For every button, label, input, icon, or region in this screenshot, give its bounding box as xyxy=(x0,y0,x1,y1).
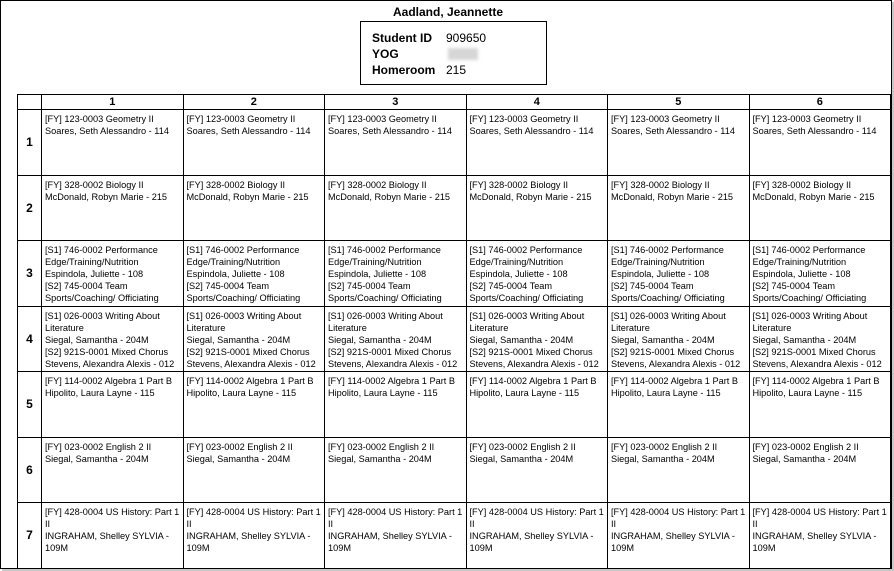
course-line: McDonald, Robyn Marie - 215 xyxy=(328,191,451,202)
schedule-cell xyxy=(608,110,750,176)
course-line: [S1] 746-0002 Performance Edge/Training/Nutrition xyxy=(752,245,866,267)
course-line: [FY] 428-0004 US History: Part 1 II xyxy=(611,507,746,529)
schedule-corner-cell xyxy=(18,95,42,110)
course-line: Stevens, Alexandra Alexis - 012 xyxy=(186,358,316,369)
course-line: [FY] 023-0002 English 2 II xyxy=(752,441,859,452)
course-line: McDonald, Robyn Marie - 215 xyxy=(752,191,875,202)
course-line: [S1] 746-0002 Performance Edge/Training/Nutrition xyxy=(328,245,441,267)
course-line: Espindola, Juliette - 108 xyxy=(469,269,568,279)
yog-row xyxy=(372,46,546,62)
schedule-cell xyxy=(325,175,467,241)
course-line: [FY] 023-0002 English 2 II xyxy=(611,441,718,452)
schedule-cell xyxy=(608,175,750,241)
course-line: [FY] 328-0002 Biology II xyxy=(469,179,569,190)
course-line: [FY] 328-0002 Biology II xyxy=(45,179,144,190)
course-line: Soares, Seth Alessandro - 114 xyxy=(45,126,169,136)
student-id-label: Student ID xyxy=(372,31,432,45)
course-line: Hipolito, Laura Layne - 115 xyxy=(45,388,155,398)
course-line: Stevens, Alexandra Alexis - 012 xyxy=(45,358,175,369)
schedule-cell xyxy=(42,372,184,438)
course-line: INGRAHAM, Shelley SYLVIA - 109M xyxy=(752,531,877,553)
day-column-header: 4 xyxy=(466,95,608,110)
course-line: [S2] 745-0004 Team Sports/Coaching/ Officiating xyxy=(328,281,442,303)
course-line: Espindola, Juliette - 108 xyxy=(328,269,427,279)
course-line: INGRAHAM, Shelley SYLVIA - 109M xyxy=(186,531,311,553)
course-line: [FY] 428-0004 US History: Part 1 II xyxy=(328,507,463,529)
course-line: [FY] 114-0002 Algebra 1 Part B xyxy=(186,376,314,386)
schedule-cell xyxy=(183,241,325,307)
course-line: Soares, Seth Alessandro - 114 xyxy=(752,126,877,136)
day-column-header: 6 xyxy=(749,95,891,110)
course-line: Siegal, Samantha - 204M xyxy=(45,334,149,345)
course-line: [S2] 745-0004 Team Sports/Coaching/ Officiating xyxy=(469,281,584,303)
course-line: Siegal, Samantha - 204M xyxy=(45,453,149,464)
course-line: Soares, Seth Alessandro - 114 xyxy=(328,126,452,136)
course-line: [FY] 123-0003 Geometry II xyxy=(186,114,296,124)
course-line: Hipolito, Laura Layne - 115 xyxy=(469,388,580,398)
course-line: [FY] 328-0002 Biology II xyxy=(186,179,286,190)
course-line: [S1] 746-0002 Performance Edge/Training/Nutrition xyxy=(186,245,300,267)
homeroom-row xyxy=(372,62,546,78)
period-label: 4 xyxy=(18,306,42,372)
course-line: [S2] 921S-0001 Mixed Chorus xyxy=(752,346,876,357)
course-line: [S2] 745-0004 Team Sports/Coaching/ Officiating xyxy=(752,281,867,303)
course-line: Siegal, Samantha - 204M xyxy=(469,453,574,464)
course-line: [FY] 428-0004 US History: Part 1 II xyxy=(752,507,887,529)
course-line: Siegal, Samantha - 204M xyxy=(752,453,857,464)
day-column-header: 2 xyxy=(183,95,325,110)
course-line: [FY] 023-0002 English 2 II xyxy=(328,441,435,452)
course-line: INGRAHAM, Shelley SYLVIA - 109M xyxy=(469,531,594,553)
course-line: Stevens, Alexandra Alexis - 012 xyxy=(611,358,741,369)
course-line: INGRAHAM, Shelley SYLVIA - 109M xyxy=(45,531,169,553)
schedule-cell xyxy=(183,175,325,241)
course-line: INGRAHAM, Shelley SYLVIA - 109M xyxy=(328,531,452,553)
course-line: [FY] 023-0002 English 2 II xyxy=(45,441,152,452)
student-info-box xyxy=(360,21,547,85)
course-line: [FY] 123-0003 Geometry II xyxy=(752,114,862,124)
course-line: [FY] 114-0002 Algebra 1 Part B xyxy=(611,376,738,386)
course-line: [S1] 026-0003 Writing About Literature xyxy=(611,310,726,333)
schedule-cell xyxy=(608,503,750,569)
course-line: [FY] 123-0003 Geometry II xyxy=(45,114,154,124)
schedule-cell xyxy=(466,110,608,176)
course-line: [FY] 114-0002 Algebra 1 Part B xyxy=(469,376,597,386)
course-line: Soares, Seth Alessandro - 114 xyxy=(611,126,735,136)
course-line: Soares, Seth Alessandro - 114 xyxy=(469,126,594,136)
period-label: 6 xyxy=(18,437,42,503)
schedule-cell xyxy=(42,503,184,569)
schedule-cell xyxy=(608,306,750,372)
course-line: McDonald, Robyn Marie - 215 xyxy=(45,191,168,202)
course-line: Hipolito, Laura Layne - 115 xyxy=(752,388,863,398)
schedule-cell xyxy=(749,372,891,438)
schedule-cell xyxy=(325,437,467,503)
course-line: McDonald, Robyn Marie - 215 xyxy=(186,191,309,202)
schedule-cell xyxy=(608,437,750,503)
schedule-cell xyxy=(466,175,608,241)
course-line: Siegal, Samantha - 204M xyxy=(328,453,432,464)
course-line: [S1] 026-0003 Writing About Literature xyxy=(752,310,868,333)
schedule-cell xyxy=(183,503,325,569)
yog-label: YOG xyxy=(372,47,399,61)
course-line: Siegal, Samantha - 204M xyxy=(752,334,857,345)
schedule-body xyxy=(18,110,891,569)
course-line: [FY] 328-0002 Biology II xyxy=(752,179,852,190)
homeroom-value: 215 xyxy=(446,63,467,77)
course-line: [S1] 746-0002 Performance Edge/Training/Nutrition xyxy=(611,245,724,267)
schedule-cell xyxy=(749,110,891,176)
schedule-cell xyxy=(42,241,184,307)
course-line: [FY] 023-0002 English 2 II xyxy=(469,441,576,452)
course-line: Hipolito, Laura Layne - 115 xyxy=(328,388,438,398)
schedule-cell xyxy=(325,110,467,176)
course-line: [S2] 745-0004 Team Sports/Coaching/ Officiating xyxy=(186,281,301,303)
schedule-cell xyxy=(749,306,891,372)
course-line: INGRAHAM, Shelley SYLVIA - 109M xyxy=(611,531,735,553)
schedule-cell xyxy=(749,503,891,569)
course-line: [S1] 026-0003 Writing About Literature xyxy=(328,310,443,333)
period-row xyxy=(18,110,891,176)
schedule-cell xyxy=(42,110,184,176)
period-label: 1 xyxy=(18,110,42,176)
schedule-cell xyxy=(466,241,608,307)
course-line: [FY] 428-0004 US History: Part 1 II xyxy=(469,507,604,529)
student-name: Aadland, Jeannette xyxy=(392,5,504,19)
course-line: Hipolito, Laura Layne - 115 xyxy=(611,388,721,398)
schedule-cell xyxy=(325,241,467,307)
course-line: Espindola, Juliette - 108 xyxy=(752,269,851,279)
homeroom-label: Homeroom xyxy=(372,63,436,77)
course-line: [FY] 328-0002 Biology II xyxy=(611,179,710,190)
course-line: McDonald, Robyn Marie - 215 xyxy=(469,191,592,202)
course-line: Siegal, Samantha - 204M xyxy=(611,453,715,464)
course-line: Espindola, Juliette - 108 xyxy=(186,269,285,279)
course-line: [FY] 428-0004 US History: Part 1 II xyxy=(45,507,180,529)
course-line: [S1] 746-0002 Performance Edge/Training/Nutrition xyxy=(45,245,158,267)
course-line: Stevens, Alexandra Alexis - 012 xyxy=(752,358,882,369)
schedule-cell xyxy=(183,110,325,176)
schedule-cell xyxy=(608,372,750,438)
course-line: Espindola, Juliette - 108 xyxy=(611,269,710,279)
schedule-cell xyxy=(325,306,467,372)
course-line: Siegal, Samantha - 204M xyxy=(186,453,291,464)
course-line: Siegal, Samantha - 204M xyxy=(469,334,574,345)
period-row xyxy=(18,503,891,569)
day-column-header: 3 xyxy=(325,95,467,110)
course-line: Espindola, Juliette - 108 xyxy=(45,269,144,279)
day-column-header: 1 xyxy=(42,95,184,110)
course-line: [FY] 123-0003 Geometry II xyxy=(611,114,720,124)
schedule-cell xyxy=(42,175,184,241)
student-id-value: 909650 xyxy=(446,31,487,45)
schedule-cell xyxy=(42,437,184,503)
student-id-row xyxy=(372,30,546,46)
course-line: [S2] 921S-0001 Mixed Chorus xyxy=(45,346,169,357)
course-line: [FY] 023-0002 English 2 II xyxy=(186,441,293,452)
course-line: [FY] 123-0003 Geometry II xyxy=(328,114,437,124)
schedule-cell xyxy=(325,372,467,438)
period-row xyxy=(18,241,891,307)
schedule-table xyxy=(17,94,891,569)
course-line: Siegal, Samantha - 204M xyxy=(328,334,432,345)
schedule-cell xyxy=(325,503,467,569)
course-line: Stevens, Alexandra Alexis - 012 xyxy=(328,358,458,369)
course-line: [S2] 921S-0001 Mixed Chorus xyxy=(469,346,593,357)
schedule-cell xyxy=(608,241,750,307)
course-line: [S1] 026-0003 Writing About Literature xyxy=(186,310,302,333)
course-line: [S2] 745-0004 Team Sports/Coaching/ Officiating xyxy=(45,281,159,303)
course-line: [S2] 921S-0001 Mixed Chorus xyxy=(611,346,735,357)
course-line: Stevens, Alexandra Alexis - 012 xyxy=(469,358,599,369)
period-label: 2 xyxy=(18,175,42,241)
schedule-cell xyxy=(183,437,325,503)
yog-redacted-value xyxy=(448,48,478,60)
course-line: Soares, Seth Alessandro - 114 xyxy=(186,126,311,136)
course-line: [FY] 328-0002 Biology II xyxy=(328,179,427,190)
period-row xyxy=(18,372,891,438)
schedule-cell xyxy=(183,372,325,438)
schedule-cell xyxy=(749,437,891,503)
schedule-cell xyxy=(183,306,325,372)
course-line: [S1] 746-0002 Performance Edge/Training/Nutrition xyxy=(469,245,583,267)
course-line: [S1] 026-0003 Writing About Literature xyxy=(469,310,585,333)
course-line: Siegal, Samantha - 204M xyxy=(611,334,715,345)
course-line: [S2] 921S-0001 Mixed Chorus xyxy=(186,346,310,357)
course-line: Siegal, Samantha - 204M xyxy=(186,334,291,345)
course-line: [S2] 745-0004 Team Sports/Coaching/ Officiating xyxy=(611,281,725,303)
course-line: [FY] 114-0002 Algebra 1 Part B xyxy=(328,376,455,386)
schedule-cell xyxy=(466,503,608,569)
course-line: McDonald, Robyn Marie - 215 xyxy=(611,191,734,202)
period-label: 7 xyxy=(18,503,42,569)
period-label: 5 xyxy=(18,372,42,438)
period-row xyxy=(18,437,891,503)
schedule-cell xyxy=(466,372,608,438)
period-label: 3 xyxy=(18,241,42,307)
schedule-cell xyxy=(466,306,608,372)
period-row xyxy=(18,306,891,372)
course-line: [S2] 921S-0001 Mixed Chorus xyxy=(328,346,452,357)
day-column-header: 5 xyxy=(608,95,750,110)
schedule-cell xyxy=(749,175,891,241)
course-line: [FY] 428-0004 US History: Part 1 II xyxy=(186,507,321,529)
course-line: [FY] 123-0003 Geometry II xyxy=(469,114,579,124)
course-line: [FY] 114-0002 Algebra 1 Part B xyxy=(752,376,880,386)
schedule-cell xyxy=(466,437,608,503)
course-line: [S1] 026-0003 Writing About Literature xyxy=(45,310,160,333)
schedule-header-row xyxy=(18,95,891,110)
course-line: Hipolito, Laura Layne - 115 xyxy=(186,388,297,398)
schedule-cell xyxy=(749,241,891,307)
schedule-cell xyxy=(42,306,184,372)
period-row xyxy=(18,175,891,241)
course-line: [FY] 114-0002 Algebra 1 Part B xyxy=(45,376,172,386)
